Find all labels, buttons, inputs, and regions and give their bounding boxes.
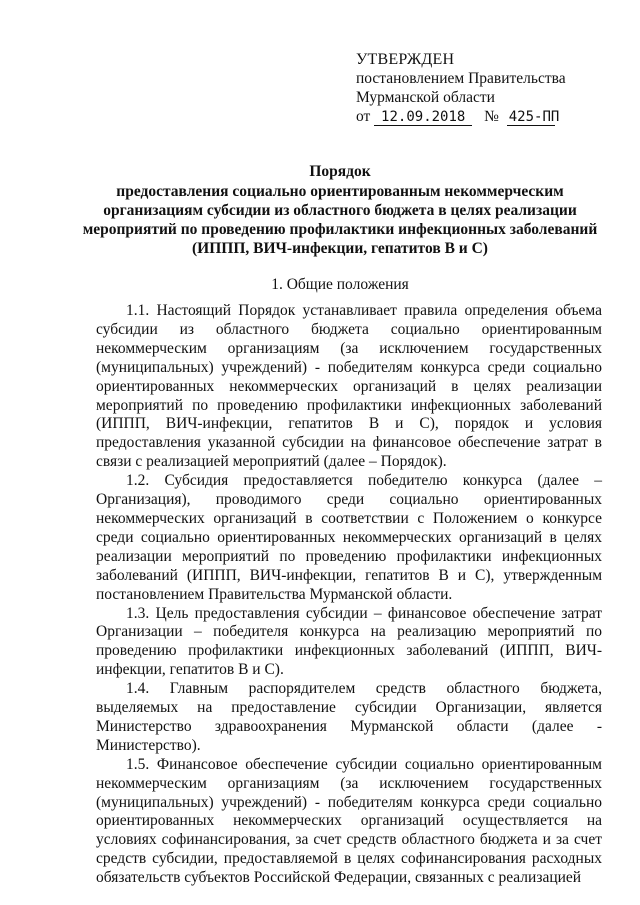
approval-date: 12.09.2018 xyxy=(374,110,472,126)
date-prefix: от xyxy=(356,108,371,125)
paragraph-1-1: 1.1. Настоящий Порядок устанавливает правила определения объема субсидии из областного бюджета социально ориентированным некоммерческим организациям (за исключением государственных (муниципальных) учреждений) - победителям конкурса среди социально ориентированных некоммерческих организаций в целях реализации мероприятий по проведению профилактики инфекционных заболеваний (ИППП, ВИЧ-инфекции, гепатитов В и С), порядок и условия предоставления указанной субсидии на финансовое обеспечение затрат в связи с реализацией мероприятий (далее – Порядок). xyxy=(96,302,602,471)
document-body xyxy=(96,302,602,888)
paragraph-1-4: 1.4. Главным распорядителем средств областного бюджета, выделяемых на предоставление субсидии Организации, является Министерство здравоохранения Мурманской области (далее - Министерство). xyxy=(96,680,602,754)
approval-line-1: постановлением Правительства xyxy=(356,70,566,87)
approval-date-line xyxy=(356,107,616,126)
paragraph-1-3: 1.3. Цель предоставления субсидии – финансовое обеспечение затрат Организации – победителя конкурса на реализацию мероприятий по проведению профилактики инфекционных заболеваний (ИППП, ВИЧ-инфекции, гепатитов В и С). xyxy=(96,604,602,679)
title-line: организациям субсидии из областного бюджета в целях реализации xyxy=(103,202,577,219)
title-line: (ИППП, ВИЧ-инфекции, гепатитов В и С) xyxy=(192,240,488,257)
title-line: предоставления социально ориентированным некоммерческим xyxy=(116,183,564,200)
title-main: Порядок xyxy=(309,163,371,180)
approved-label: УТВЕРЖДЕН xyxy=(356,51,455,68)
approval-block xyxy=(356,50,616,126)
approval-line-2: Мурманской области xyxy=(356,89,495,106)
paragraph-1-5: 1.5. Финансовое обеспечение субсидии социально ориентированным некоммерческим организациям (за исключением государственных (муниципальных) учреждений) - победителям конкурса среди социально ориентированных некоммерческих организаций осуществляется на условиях софинансирования, за счет средств областного бюджета и за счет средств субсидии, предоставляемой в целях софинансирования расходных обязательств субъектов Российской Федерации, связанных с реализацией xyxy=(96,755,602,887)
section-heading: 1. Общие положения xyxy=(271,276,409,293)
paragraph-1-2: 1.2. Субсидия предоставляется победителю конкурса (далее – Организация), проводимого среди социально ориентированных некоммерческих организаций в соответствии с Положением о конкурсе среди социально ориентированных некоммерческих организаций в целях реализации мероприятий по проведению профилактики инфекционных заболеваний (ИППП, ВИЧ-инфекции, гепатитов В и С), утвержденным постановлением Правительства Мурманской области. xyxy=(96,472,602,603)
document-title xyxy=(70,162,610,258)
number-sign: № xyxy=(484,108,499,125)
approval-number: 425-ПП xyxy=(508,109,560,125)
title-line: мероприятий по проведению профилактики инфекционных заболеваний xyxy=(82,221,598,238)
